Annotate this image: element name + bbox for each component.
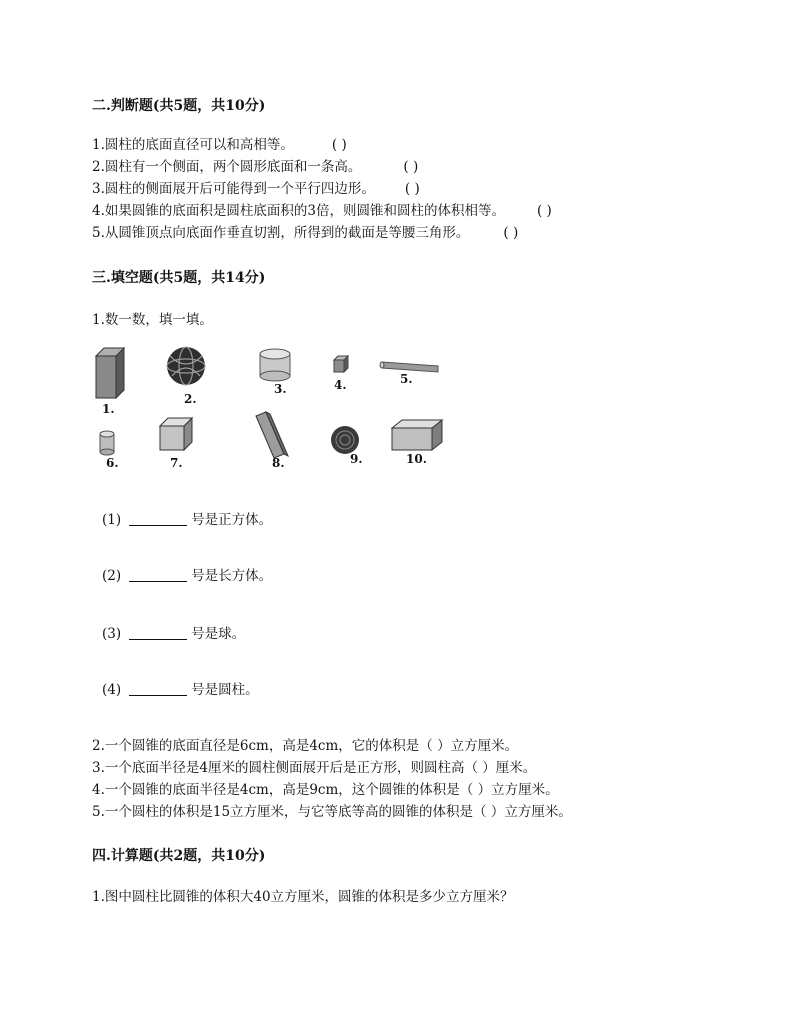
fill-item-3 [102,622,245,642]
solid-6-short-cylinder [100,431,114,455]
judge-item-text: 4.如果圆锥的底面积是圆柱底面积的3倍，则圆锥和圆柱的体积相等。 [92,203,505,219]
solid-1-cuboid [96,348,124,398]
solid-7-cube [160,418,192,450]
fill-question-2: 2.一个圆锥的底面直径是6cm，高是4cm，它的体积是（ ）立方厘米。 [92,738,519,754]
section-2-heading: 二.判断题(共5题，共10分) [92,98,266,114]
calc-question-1: 1.图中圆柱比圆锥的体积大40立方厘米，圆锥的体积是多少立方厘米？ [92,889,514,905]
figure-label-10: 10. [406,452,427,466]
figure-label-7: 7. [170,456,183,470]
solid-4-small-cube [334,356,348,372]
fill-number: (4) [102,682,122,698]
solids-illustration [92,342,448,472]
judge-item-text: 5.从圆锥顶点向底面作垂直切割，所得到的截面是等腰三角形。 [92,225,470,241]
solid-8-tilted-cuboid [256,412,288,458]
figure-label-1: 1. [102,402,115,416]
fill-text: 号是圆柱。 [191,682,259,698]
judge-item-2 [92,156,418,178]
fill-item-2 [102,564,272,584]
fill-text: 号是长方体。 [191,568,273,584]
section-4-heading: 四.计算题(共2题，共10分) [92,848,266,864]
answer-blank[interactable] [129,681,187,696]
fill-text: 号是正方体。 [191,512,273,528]
figure-label-8: 8. [272,456,285,470]
solid-5-rod [380,362,438,372]
fill-question-3: 3.一个底面半径是4厘米的圆柱侧面展开后是正方形，则圆柱高（ ）厘米。 [92,760,537,776]
answer-paren: ( ) [403,159,419,175]
figure-label-5: 5. [400,372,413,386]
fill-question-5: 5.一个圆柱的体积是15立方厘米，与它等底等高的圆锥的体积是（ ）立方厘米。 [92,804,572,820]
figure-label-4: 4. [334,378,347,392]
judge-item-4 [92,200,552,222]
judge-item-text: 2.圆柱有一个侧面，两个圆形底面和一条高。 [92,159,362,175]
fill-question-1-title: 1.数一数，填一填。 [92,312,213,328]
answer-blank[interactable] [129,567,187,582]
figure-label-3: 3. [274,382,287,396]
solid-9-ball [331,426,359,454]
fill-item-4 [102,678,259,698]
fill-number: (2) [102,568,122,584]
judge-item-1 [92,134,347,156]
figure-label-2: 2. [184,392,197,406]
answer-paren: ( ) [331,137,347,153]
answer-paren: ( ) [503,225,519,241]
answer-paren: ( ) [404,181,420,197]
answer-blank[interactable] [129,625,187,640]
fill-item-1 [102,508,272,528]
fill-number: (1) [102,512,122,528]
judge-item-3 [92,178,420,200]
fill-text: 号是球。 [191,626,246,642]
judge-item-5 [92,222,518,244]
fill-question-4: 4.一个圆锥的底面半径是4cm，高是9cm，这个圆锥的体积是（ ）立方厘米。 [92,782,559,798]
section-3-heading: 三.填空题(共5题，共14分) [92,270,266,286]
judge-item-text: 3.圆柱的侧面展开后可能得到一个平行四边形。 [92,181,375,197]
figure-label-6: 6. [106,456,119,470]
answer-paren: ( ) [536,203,552,219]
solids-figure [92,342,448,472]
figure-label-9: 9. [350,452,363,466]
solid-10-flat-cuboid [392,420,442,450]
judge-item-text: 1.圆柱的底面直径可以和高相等。 [92,137,294,153]
solid-2-ball [167,347,205,385]
answer-blank[interactable] [129,511,187,526]
solid-3-cylinder [260,349,290,381]
fill-number: (3) [102,626,122,642]
